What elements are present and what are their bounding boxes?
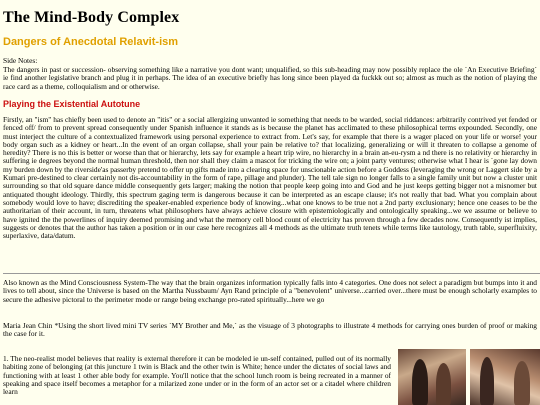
photo-twins-2 bbox=[470, 349, 540, 405]
side-notes-text: The dangers in past or succession- observing something like a narrative you dont want; unqualified, so this sub-heading may now possibly replace the ole `An Executive Briefing` ie find another legislative branch and plug it in perhaps. The idea of an executive briefly has long since been played da fuckkk out so; almost as much as the notion of playing the race card as a theme, colloquialism and or otherwise. bbox=[3, 66, 537, 91]
page-title: The Mind-Body Complex bbox=[3, 9, 180, 26]
list-item-1: 1. The neo-realist model believes that reality is external therefore it can be modeled ie un-self contained, pulled out of its normally habiting zone of belonging (at this juncture 1 twin is Black and the other twin is White; hence under the dictates of social laws and functioning with at least 1 other able body for example. You'll notice that the school lunch room is being recreated in a manner of speaking and space itself becomes a metaphor for a milarized zone under or in the form of an actor set or a citadel where children learn bbox=[3, 355, 391, 397]
divider bbox=[3, 273, 540, 274]
photo-twins-1 bbox=[398, 349, 466, 405]
side-notes-label: Side Notes: bbox=[3, 57, 38, 65]
consciousness-paragraph: Also known as the Mind Consciousness System-The way that the brain organizes information typically falls into 4 categories. One does not select a paradigm but bumps into it and lives to tell about, since the Universe is based on the Martha Nussbaum/ Ayn Rand principle of a "benevolent" universe...carried over...there must be enough scholarly examples to secure the adhesive pictoral to the perimeter mode or range being exchange pro-rated spiritually...here we go bbox=[3, 279, 537, 304]
section-heading: Dangers of Anecdotal Relavit-ism bbox=[3, 36, 179, 48]
maria-paragraph: Maria Jean Chin *Using the short lived mini TV series `MY Brother and Me,` as the visuage of 3 photographs to illustrate 4 methods for carrying ones burden of proof or making the case for it. bbox=[3, 322, 537, 339]
photo-strip bbox=[398, 349, 540, 405]
subheading: Playing the Existential Autotune bbox=[3, 99, 141, 109]
main-paragraph: Firstly, an "ism" has chiefly been used to denote an "itis" or a social allergizing unwanted ie something that needs to be warded, social riddances: arbitrarily contrived yet fended or fenced off/ from to prevent spread consequently under Spanish influence it stands as is because the planet has acclimated to these philosophical terms expounded. Secondly, one must interject the culture of a contextualized framework using personal experience to extract from. Let's say, for example that there is a wager placed on your life or worse! your body organ such as a kidney or heart...In the event of an organ collapse, shall your pain be relative to? that localizing, generalizing or will it threaten to collapse a genome of heredity? There is no this is better or worse than that or hierarchy, lets say for example a heart trip wire, no hierarchy in a brain an-eu-rysm a nd there is no relativity or hierarchy in suffering ie degrees beyond the normal human threshold, then nor shall they claim a mascot for tricking the wire on; a joint party ventures; otherwise what I hear is `gone lay down my burden down by the riverside'as passerby pretend to offer up gifts made into a clearing space for unscionable action before a Goddess (leveraging the wrong or Laggert side by a Kumari pre-destined to clear certainly not dis-accountability in the form of rape, pillage and plunder). The tell tale sign no longer falls to a single family unit but now a cluster unit surrounding so that old square dance middle consequently gets larger; making the notion that people keep going into and God and he just keeps getting bigger not a misnomer but antiquated thought ideology. Thirdly, this spectrum gaging term is dangerous because it can be interpreted as an escape clause; it's not really that bad. What you complain about somebody would love to have; discrediting the speaker-enabled experience body of knowing...what one knows to be true not a 2nd party exclusionary; hence one ceases to be the authoritarian of their account, in turn, threatens what philosophers have always achieve closure with epistemiologically and ontologically speaking...we we assume or believe to have ignited the the powerlines of inquiry deemed promising and what the memory cell blood count of electricity has proven through a few decades now. Consequently ist implies, suggests or denotes that the author has taken a position or in our case here recognizes all 4 methods as the ultimate truth tenets while terms like tautology, truth table, superfluixity, superlaxive, data/datum. bbox=[3, 116, 537, 241]
